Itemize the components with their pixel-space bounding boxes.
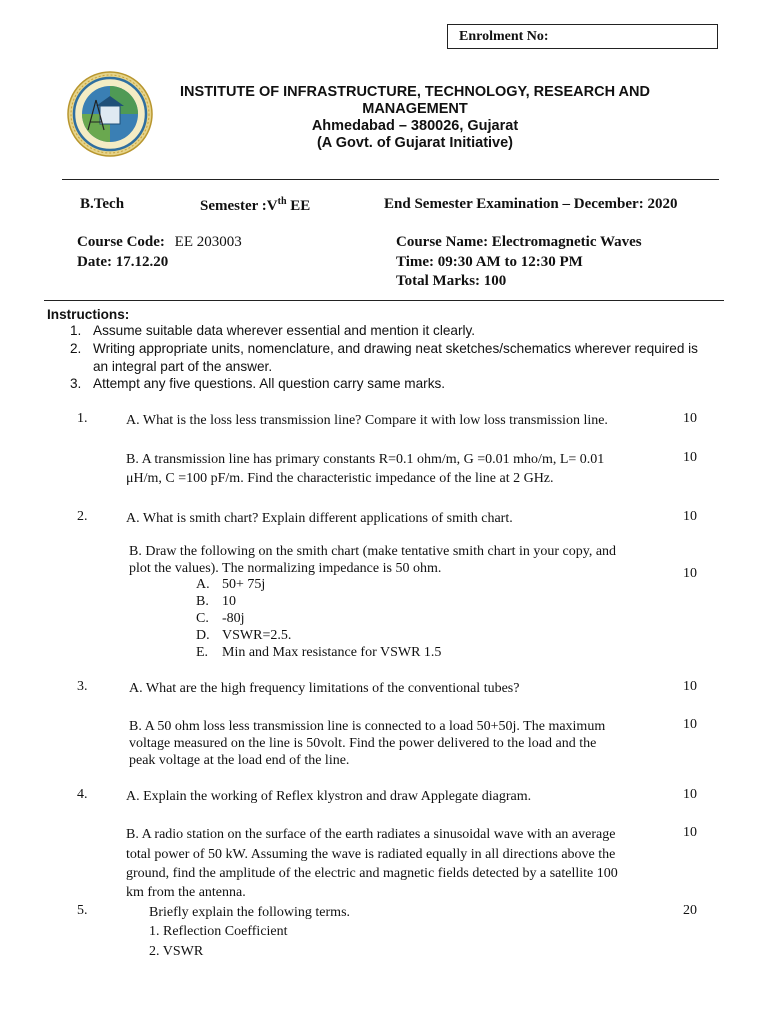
question-1a-marks: 10	[683, 411, 697, 426]
question-3b-line1: B. A 50 ohm loss less transmission line is connected to a load 50+50j. The maximum	[129, 719, 606, 734]
question-1b-line2: μH/m, C =100 pF/m. Find the characteristic impedance of the line at 2 GHz.	[126, 471, 554, 486]
question-3b-line2: voltage measured on the line is 50volt. Find the power delivered to the load and the	[129, 736, 597, 751]
question-1b-marks: 10	[683, 450, 697, 465]
institute-logo	[66, 70, 154, 158]
question-4b-line3: ground, find the amplitude of the electric and magnetic fields detected by a satellite 100	[126, 866, 618, 881]
institute-address: Ahmedabad – 380026, Gujarat	[311, 118, 519, 134]
course-code	[77, 234, 242, 251]
question-4b-line1: B. A radio station on the surface of the earth radiates a sinusoidal wave with an average	[126, 827, 616, 842]
question-1b-line1: B. A transmission line has primary constants R=0.1 ohm/m, G =0.01 mho/m, L= 0.01	[126, 452, 605, 467]
question-4b-line2: total power of 50 kW. Assuming the wave is radiated equally in all directions above the	[126, 847, 616, 862]
question-2b-sub-b: 10	[222, 594, 236, 609]
question-2b-line2: plot the values). The normalizing impedance is 50 ohm.	[129, 561, 442, 576]
question-3a-marks: 10	[683, 679, 697, 694]
question-3-number: 3.	[77, 679, 88, 694]
question-3b-marks: 10	[683, 717, 697, 732]
question-4a: A. Explain the working of Reflex klystron and draw Applegate diagram.	[126, 789, 532, 804]
exam-title: End Semester Examination – December: 2020	[384, 196, 678, 212]
question-2-number: 2.	[77, 509, 88, 524]
question-4a-marks: 10	[683, 787, 697, 802]
question-5-text: Briefly explain the following terms.	[149, 905, 351, 920]
course-code-value: EE 203003	[174, 234, 242, 250]
program: B.Tech	[80, 196, 125, 212]
semester-suffix: EE	[286, 198, 311, 214]
question-5-item-2: 2. VSWR	[149, 944, 204, 959]
question-4b-marks: 10	[683, 825, 697, 840]
instructions-title: Instructions:	[47, 307, 130, 322]
question-4b-line4: km from the antenna.	[126, 885, 246, 900]
question-5-marks: 20	[683, 903, 697, 918]
instruction-2-num: 2.	[70, 341, 82, 356]
exam-time: Time: 09:30 AM to 12:30 PM	[396, 254, 583, 270]
total-marks: Total Marks: 100	[396, 273, 507, 289]
question-2a-marks: 10	[683, 509, 697, 524]
enrolment-label: Enrolment No:	[459, 29, 549, 44]
exam-date: Date: 17.12.20	[77, 254, 169, 270]
institute-heading	[150, 84, 680, 152]
question-3b-line3: peak voltage at the load end of the line.	[129, 753, 350, 768]
instruction-2-line1: Writing appropriate units, nomenclature, and drawing neat sketches/schematics wherever required is	[93, 341, 698, 356]
question-5-item-1: 1. Reflection Coefficient	[149, 924, 288, 939]
instruction-1: Assume suitable data wherever essential and mention it clearly.	[93, 323, 476, 338]
course-code-label: Course Code:	[77, 234, 165, 250]
question-2b-sub-b-label: B.	[196, 594, 209, 609]
question-2b-line1: B. Draw the following on the smith chart (make tentative smith chart in your copy, and	[129, 544, 617, 559]
institute-name-line1: INSTITUTE OF INFRASTRUCTURE, TECHNOLOGY, RESEARCH AND	[180, 84, 650, 100]
institute-govt: (A Govt. of Gujarat Initiative)	[316, 135, 514, 151]
question-2b-sub-e: Min and Max resistance for VSWR 1.5	[222, 645, 442, 660]
question-4-number: 4.	[77, 787, 88, 802]
question-2a: A. What is smith chart? Explain different applications of smith chart.	[126, 511, 513, 526]
question-2b-sub-a-label: A.	[196, 577, 210, 592]
question-2b-sub-c: -80j	[222, 611, 245, 626]
instruction-3-num: 3.	[70, 376, 82, 391]
question-5-number: 5.	[77, 903, 88, 918]
semester	[200, 196, 310, 215]
question-1-number: 1.	[77, 411, 88, 426]
enrolment-box	[447, 24, 718, 49]
question-2b-sub-e-label: E.	[196, 645, 209, 660]
institute-name-line2: MANAGEMENT	[362, 101, 468, 117]
question-3a: A. What are the high frequency limitations of the conventional tubes?	[129, 681, 520, 696]
semester-prefix: Semester :V	[200, 198, 278, 214]
instruction-2-line2: an integral part of the answer.	[93, 359, 273, 374]
header-divider	[62, 179, 719, 180]
question-2b-sub-c-label: C.	[196, 611, 209, 626]
course-name: Course Name: Electromagnetic Waves	[396, 234, 642, 250]
semester-sup: th	[277, 196, 287, 207]
question-1a: A. What is the loss less transmission line? Compare it with low loss transmission line.	[126, 413, 608, 428]
instruction-3: Attempt any five questions. All question carry same marks.	[93, 376, 446, 391]
question-2b-sub-a: 50+ 75j	[222, 577, 266, 592]
info-divider	[44, 300, 724, 301]
question-2b-marks: 10	[683, 566, 697, 581]
question-2b-sub-d: VSWR=2.5.	[222, 628, 292, 643]
instruction-1-num: 1.	[70, 323, 82, 338]
question-2b-sub-d-label: D.	[196, 628, 210, 643]
